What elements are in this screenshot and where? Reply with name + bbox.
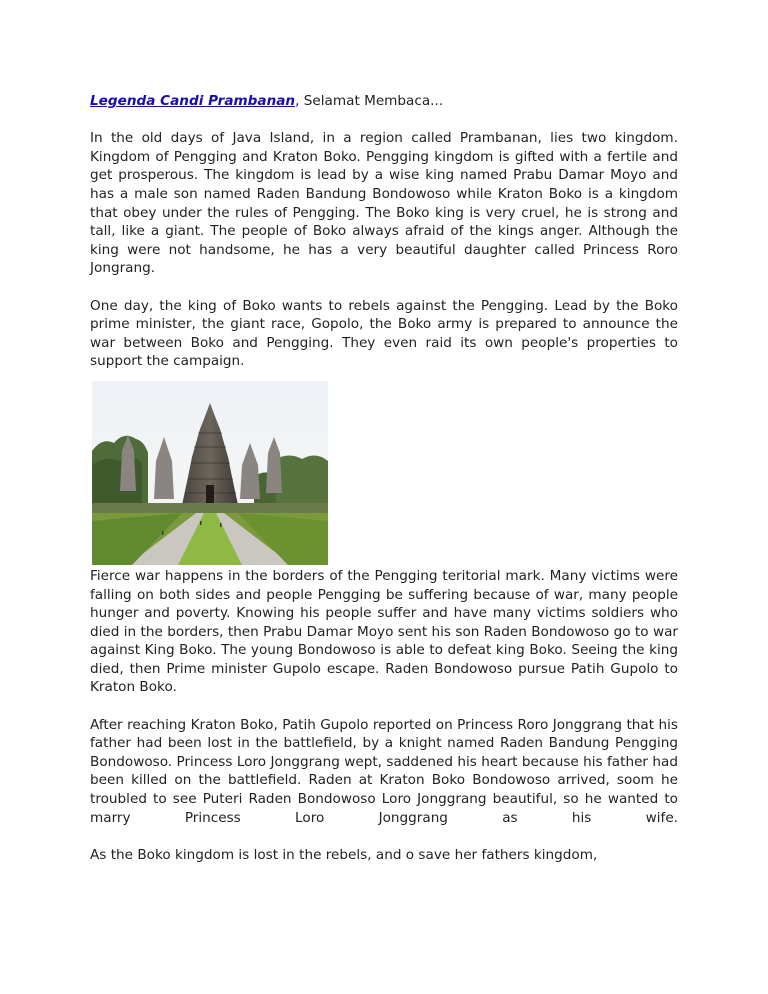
title-suffix: , Selamat Membaca... [295,93,444,109]
paragraph-4: After reaching Kraton Boko, Patih Gupolo reported on Princess Roro Jonggrang that his father had been lost in the battlefield, by a knight named Raden Bandung Pengging Bondowoso. Princess Loro Jonggrang wept, saddened his heart because his father had been killed on the battlefield. Raden at Kraton Boko Bondowoso arrived, soom he troubled to see Puteri Raden Bondowoso Loro Jonggrang beautiful, so he wanted to marry Princess Loro Jonggrang as his wife. [90,716,678,826]
paragraph-2: One day, the king of Boko wants to rebels against the Pengging. Lead by the Boko prime minister, the giant race, Gopolo, the Boko army is prepared to announce the war between Boko and Pengging. They even raid its own people's properties to support the campaign. [90,297,678,370]
title-link[interactable]: Legenda Candi Prambanan [90,93,296,109]
paragraph-5: As the Boko kingdom is lost in the rebels, and o save her fathers kingdom, [90,846,598,863]
prambanan-temple-photo [92,381,328,565]
paragraph-1: In the old days of Java Island, in a region called Prambanan, lies two kingdom. Kingdom of Pengging and Kraton Boko. Pengging kingdom is gifted with a fertile and get prosperous. The kingdom is lead by a wise king named Prabu Damar Moyo and has a male son named Raden Bandung Bondowoso while Kraton Boko is a kingdom that obey under the rules of Pengging. The Boko king is very cruel, he is strong and tall, like a giant. The people of Boko always afraid of the kings anger. Although the king were not handsome, he has a very beautiful daughter called Princess Roro Jongrang. [90,130,678,277]
document-intro [90,92,678,111]
paragraph-3: Fierce war happens in the borders of the Pengging teritorial mark. Many victims were falling on both sides and people Pengging be suffering because of war, many people hunger and poverty. Knowing his people suffer and have many victims soldiers who died in the borders, then Prabu Damar Moyo sent his son Raden Bondowoso go to war against King Boko. The young Bondowoso is able to defeat king Boko. Seeing the king died, then Prime minister Gupolo escape. Raden Bondowoso pursue Patih Gupolo to Kraton Boko. [90,567,678,696]
document-page [90,92,678,882]
